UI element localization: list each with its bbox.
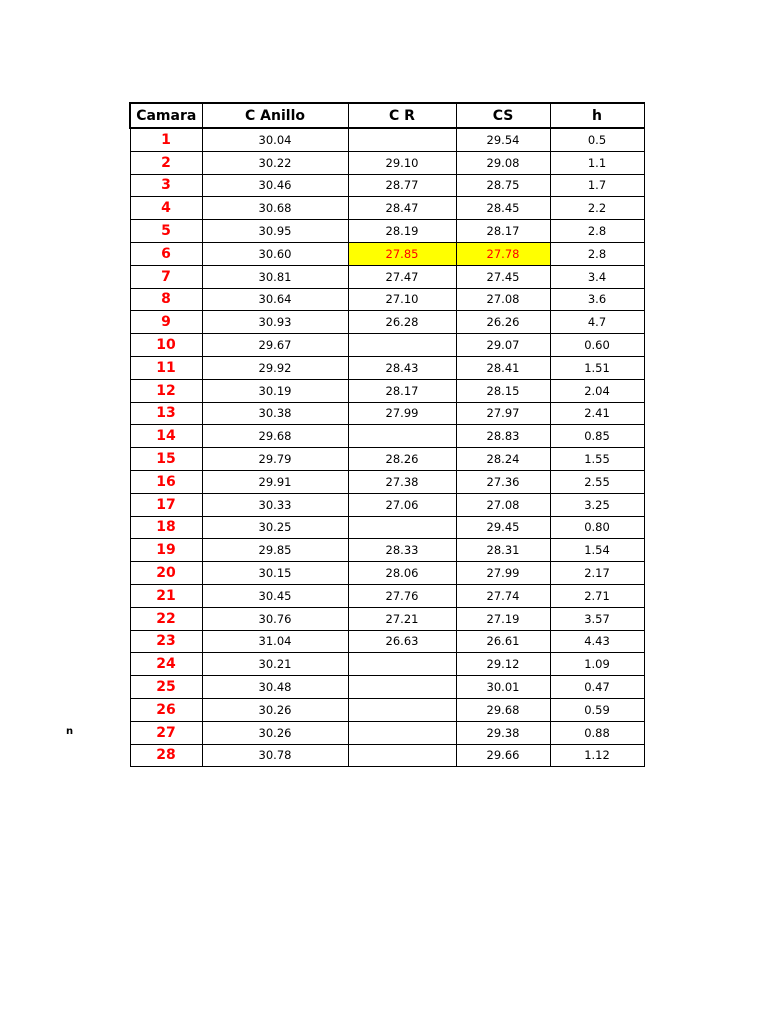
cell-camara: 12 (130, 379, 202, 402)
cell-c-r: 27.38 (348, 470, 456, 493)
cell-cs: 30.01 (456, 676, 550, 699)
cell-cs: 29.68 (456, 698, 550, 721)
cell-h: 4.7 (550, 311, 644, 334)
cell-h: 1.51 (550, 356, 644, 379)
table-row (130, 311, 644, 334)
cell-c-anillo: 29.92 (202, 356, 348, 379)
table-row (130, 197, 644, 220)
cell-h: 1.12 (550, 744, 644, 767)
cell-c-r: 27.76 (348, 584, 456, 607)
table-row (130, 379, 644, 402)
cell-h: 2.04 (550, 379, 644, 402)
table-row (130, 174, 644, 197)
cell-c-r: 28.77 (348, 174, 456, 197)
cell-h: 0.85 (550, 425, 644, 448)
cell-cs: 28.75 (456, 174, 550, 197)
cell-cs: 28.41 (456, 356, 550, 379)
cell-h: 1.09 (550, 653, 644, 676)
table-row (130, 220, 644, 243)
cell-c-r (348, 744, 456, 767)
cell-h: 0.59 (550, 698, 644, 721)
cell-c-anillo: 30.95 (202, 220, 348, 243)
cell-c-r: 28.17 (348, 379, 456, 402)
header-cs: CS (456, 103, 550, 128)
table-row (130, 265, 644, 288)
cell-cs: 27.97 (456, 402, 550, 425)
cell-cs: 26.26 (456, 311, 550, 334)
cell-c-r (348, 721, 456, 744)
cell-h: 0.60 (550, 334, 644, 357)
cell-camara: 9 (130, 311, 202, 334)
table-row (130, 607, 644, 630)
cell-c-anillo: 30.04 (202, 128, 348, 151)
cell-c-anillo: 30.93 (202, 311, 348, 334)
cell-h: 3.4 (550, 265, 644, 288)
cell-cs: 27.19 (456, 607, 550, 630)
cell-cs: 29.66 (456, 744, 550, 767)
cell-camara: 17 (130, 493, 202, 516)
cell-c-anillo: 30.26 (202, 721, 348, 744)
cell-cs: 28.24 (456, 448, 550, 471)
cell-cs: 27.99 (456, 562, 550, 585)
cell-camara: 16 (130, 470, 202, 493)
cell-camara: 26 (130, 698, 202, 721)
table-row (130, 288, 644, 311)
cell-c-r: 28.06 (348, 562, 456, 585)
cell-camara: 7 (130, 265, 202, 288)
table-row (130, 425, 644, 448)
table-row (130, 584, 644, 607)
cell-c-r: 27.06 (348, 493, 456, 516)
cell-camara: 18 (130, 516, 202, 539)
cell-camara: 28 (130, 744, 202, 767)
cell-c-anillo: 30.45 (202, 584, 348, 607)
cell-cs: 27.78 (456, 242, 550, 265)
table-row (130, 676, 644, 699)
cell-c-anillo: 30.33 (202, 493, 348, 516)
cell-c-r: 27.21 (348, 607, 456, 630)
cell-cs: 28.83 (456, 425, 550, 448)
cell-c-r (348, 676, 456, 699)
cell-camara: 25 (130, 676, 202, 699)
cell-camara: 3 (130, 174, 202, 197)
cell-h: 0.80 (550, 516, 644, 539)
cell-c-r (348, 128, 456, 151)
cell-c-anillo: 30.48 (202, 676, 348, 699)
cell-h: 1.54 (550, 539, 644, 562)
cell-camara: 14 (130, 425, 202, 448)
cell-camara: 2 (130, 151, 202, 174)
table-row (130, 653, 644, 676)
cell-h: 0.47 (550, 676, 644, 699)
cell-h: 2.41 (550, 402, 644, 425)
header-camara: Camara (130, 103, 202, 128)
cell-camara: 23 (130, 630, 202, 653)
cell-h: 4.43 (550, 630, 644, 653)
table-row (130, 334, 644, 357)
table-row (130, 493, 644, 516)
cell-c-r (348, 516, 456, 539)
cell-cs: 29.38 (456, 721, 550, 744)
cell-c-r (348, 653, 456, 676)
cell-cs: 27.45 (456, 265, 550, 288)
cell-camara: 27 (130, 721, 202, 744)
cell-c-r: 27.85 (348, 242, 456, 265)
cell-c-anillo: 30.38 (202, 402, 348, 425)
cell-cs: 27.08 (456, 288, 550, 311)
cell-camara: 20 (130, 562, 202, 585)
cell-h: 3.25 (550, 493, 644, 516)
header-h: h (550, 103, 644, 128)
cell-c-r: 27.10 (348, 288, 456, 311)
cell-c-r: 29.10 (348, 151, 456, 174)
cell-c-anillo: 31.04 (202, 630, 348, 653)
table-row (130, 539, 644, 562)
table-body (130, 128, 644, 767)
cell-h: 1.1 (550, 151, 644, 174)
cell-camara: 4 (130, 197, 202, 220)
cell-cs: 27.74 (456, 584, 550, 607)
table-row (130, 356, 644, 379)
cell-camara: 24 (130, 653, 202, 676)
cell-c-anillo: 29.91 (202, 470, 348, 493)
table-row (130, 562, 644, 585)
cell-c-anillo: 30.60 (202, 242, 348, 265)
cell-cs: 28.15 (456, 379, 550, 402)
cell-h: 3.6 (550, 288, 644, 311)
cell-cs: 29.12 (456, 653, 550, 676)
cell-camara: 21 (130, 584, 202, 607)
cell-c-r: 27.47 (348, 265, 456, 288)
cell-h: 2.17 (550, 562, 644, 585)
cell-c-anillo: 30.21 (202, 653, 348, 676)
cell-c-anillo: 29.67 (202, 334, 348, 357)
cell-cs: 29.54 (456, 128, 550, 151)
cell-c-anillo: 30.64 (202, 288, 348, 311)
cell-h: 0.88 (550, 721, 644, 744)
cell-cs: 29.07 (456, 334, 550, 357)
cell-c-anillo: 29.79 (202, 448, 348, 471)
cell-c-r: 28.26 (348, 448, 456, 471)
cell-c-r: 28.43 (348, 356, 456, 379)
cell-h: 0.5 (550, 128, 644, 151)
cell-cs: 29.45 (456, 516, 550, 539)
table-row (130, 698, 644, 721)
cell-camara: 6 (130, 242, 202, 265)
cell-c-anillo: 30.78 (202, 744, 348, 767)
cell-c-r: 28.47 (348, 197, 456, 220)
cell-cs: 27.08 (456, 493, 550, 516)
table-row (130, 402, 644, 425)
cell-h: 1.55 (550, 448, 644, 471)
cell-camara: 10 (130, 334, 202, 357)
table-row (130, 242, 644, 265)
cell-h: 1.7 (550, 174, 644, 197)
cell-camara: 1 (130, 128, 202, 151)
cell-h: 2.55 (550, 470, 644, 493)
cell-c-anillo: 30.26 (202, 698, 348, 721)
cell-c-anillo: 30.15 (202, 562, 348, 585)
cell-h: 2.8 (550, 220, 644, 243)
cell-c-anillo: 30.76 (202, 607, 348, 630)
cell-c-anillo: 30.22 (202, 151, 348, 174)
table-row (130, 516, 644, 539)
table-row (130, 630, 644, 653)
cell-camara: 8 (130, 288, 202, 311)
cell-c-anillo: 30.81 (202, 265, 348, 288)
cell-c-r (348, 698, 456, 721)
cell-h: 3.57 (550, 607, 644, 630)
cell-camara: 11 (130, 356, 202, 379)
cell-c-r: 27.99 (348, 402, 456, 425)
table-row (130, 151, 644, 174)
table-row (130, 744, 644, 767)
cell-h: 2.71 (550, 584, 644, 607)
cell-camara: 5 (130, 220, 202, 243)
cell-c-r: 26.63 (348, 630, 456, 653)
table-row (130, 721, 644, 744)
cell-cs: 29.08 (456, 151, 550, 174)
cell-cs: 26.61 (456, 630, 550, 653)
table-row (130, 448, 644, 471)
cell-camara: 15 (130, 448, 202, 471)
header-row (130, 103, 644, 128)
cell-cs: 27.36 (456, 470, 550, 493)
cell-c-r: 28.19 (348, 220, 456, 243)
cell-camara: 22 (130, 607, 202, 630)
table-row (130, 128, 644, 151)
header-c-anillo: C Anillo (202, 103, 348, 128)
cell-c-r (348, 425, 456, 448)
data-table (129, 102, 645, 767)
cell-h: 2.8 (550, 242, 644, 265)
cell-cs: 28.17 (456, 220, 550, 243)
cell-c-anillo: 30.68 (202, 197, 348, 220)
cell-camara: 13 (130, 402, 202, 425)
cell-c-anillo: 30.19 (202, 379, 348, 402)
cell-c-anillo: 29.68 (202, 425, 348, 448)
cell-cs: 28.31 (456, 539, 550, 562)
cell-c-anillo: 30.25 (202, 516, 348, 539)
cell-c-r: 28.33 (348, 539, 456, 562)
cell-c-r (348, 334, 456, 357)
cell-c-anillo: 29.85 (202, 539, 348, 562)
cell-c-r: 26.28 (348, 311, 456, 334)
cell-h: 2.2 (550, 197, 644, 220)
cell-cs: 28.45 (456, 197, 550, 220)
cell-c-anillo: 30.46 (202, 174, 348, 197)
table-row (130, 470, 644, 493)
side-mark: n (66, 726, 74, 737)
cell-camara: 19 (130, 539, 202, 562)
header-c-r: C R (348, 103, 456, 128)
